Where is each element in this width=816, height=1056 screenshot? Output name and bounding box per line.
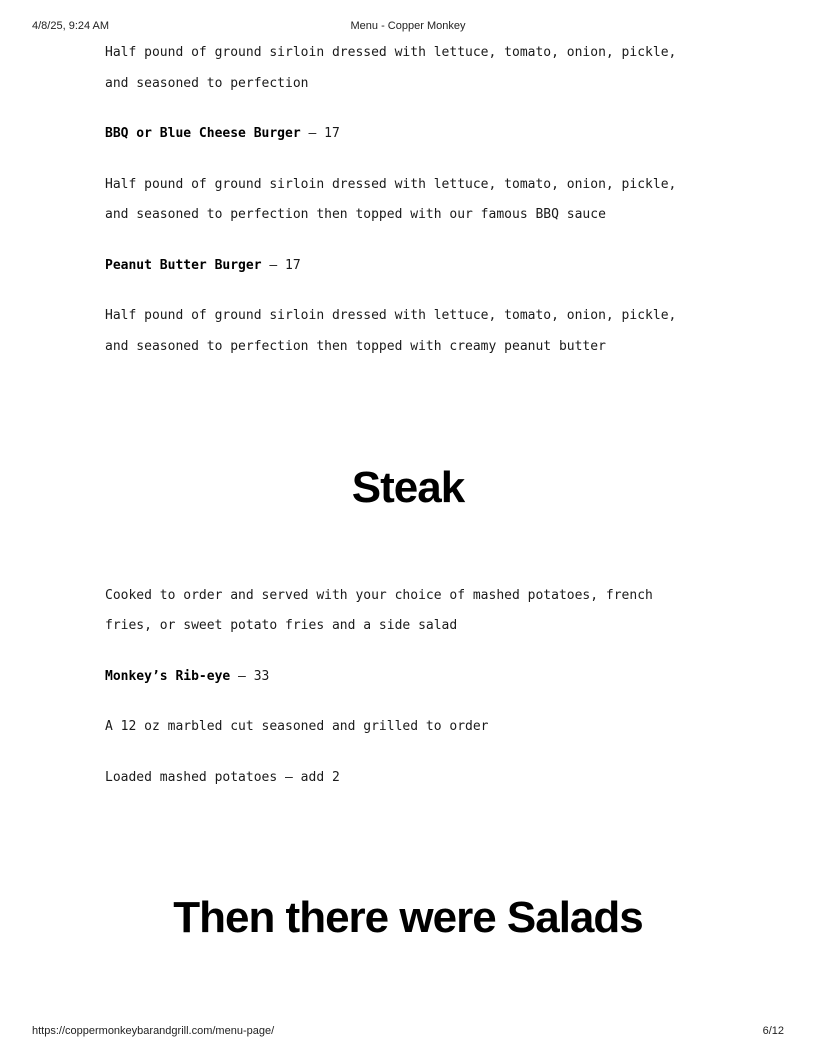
bbq-burger-desc-line-1: Half pound of ground sirloin dressed with lettuce, tomato, onion, pickle, bbox=[105, 177, 677, 192]
peanut-burger-desc-line-1: Half pound of ground sirloin dressed with lettuce, tomato, onion, pickle, bbox=[105, 308, 677, 323]
steak-intro-line-1: Cooked to order and served with your choice of mashed potatoes, french bbox=[105, 588, 653, 603]
menu-item-name: BBQ or Blue Cheese Burger bbox=[105, 126, 301, 141]
menu-item-peanut-butter-burger bbox=[105, 258, 301, 274]
section-heading-salads: Then there were Salads bbox=[173, 893, 643, 942]
section-heading-steak: Steak bbox=[351, 463, 465, 512]
menu-item-bbq-burger bbox=[105, 126, 340, 142]
menu-item-name: Peanut Butter Burger bbox=[105, 258, 262, 273]
menu-item-price: — 17 bbox=[300, 126, 340, 141]
burger-intro-line-2: and seasoned to perfection bbox=[105, 76, 309, 91]
ribeye-desc: A 12 oz marbled cut seasoned and grilled to order bbox=[105, 719, 489, 734]
burger-intro-line-1: Half pound of ground sirloin dressed with lettuce, tomato, onion, pickle, bbox=[105, 45, 677, 60]
bbq-burger-desc-line-2: and seasoned to perfection then topped with our famous BBQ sauce bbox=[105, 207, 606, 222]
menu-item-name: Monkey’s Rib-eye bbox=[105, 669, 231, 684]
peanut-burger-desc-line-2: and seasoned to perfection then topped with creamy peanut butter bbox=[105, 339, 606, 354]
steak-intro-line-2: fries, or sweet potato fries and a side salad bbox=[105, 618, 458, 633]
menu-item-price: — 17 bbox=[261, 258, 301, 273]
menu-item-price: — 33 bbox=[230, 669, 270, 684]
print-footer-url: https://coppermonkeybarandgrill.com/menu-page/ bbox=[32, 1025, 275, 1037]
print-page-number: 6/12 bbox=[762, 1025, 784, 1037]
menu-item-ribeye bbox=[105, 669, 269, 685]
print-page-title: Menu - Copper Monkey bbox=[350, 20, 466, 32]
print-datetime: 4/8/25, 9:24 AM bbox=[32, 20, 110, 32]
ribeye-addon: Loaded mashed potatoes — add 2 bbox=[105, 770, 340, 785]
